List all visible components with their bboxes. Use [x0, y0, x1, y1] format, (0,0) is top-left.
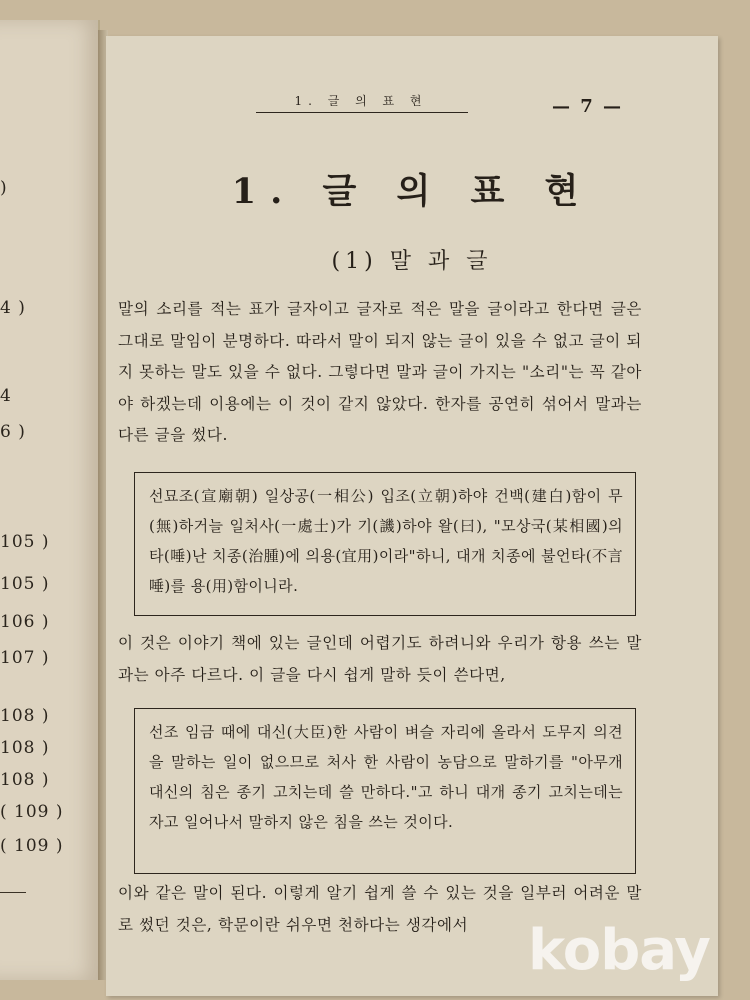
classical-quote-box [134, 472, 636, 616]
page-ref: 108 ) [0, 738, 50, 758]
divider [0, 892, 26, 893]
page-ref: ) [0, 178, 8, 198]
page-ref: 4 [0, 386, 12, 406]
page-ref: 105 ) [0, 574, 50, 594]
paragraph-conclusion: 이와 같은 말이 된다. 이렇게 알기 쉽게 쓸 수 있는 것을 일부러 어려운 말로 썼던 것은, 학문이란 쉬우면 천하다는 생각에서 [118, 884, 642, 934]
paragraph-explanation: 이 것은 이야기 책에 있는 글인데 어렵기도 하려니와 우리가 항용 쓰는 말과는 아주 다르다. 이 글을 다시 쉽게 말하 듯이 쓴다면, [118, 634, 642, 684]
page-ref: 4 ) [0, 298, 26, 318]
running-title: 1. 글 의 표 현 [294, 94, 428, 108]
page-ref: 107 ) [0, 648, 50, 668]
page-number: — 7 — [552, 96, 624, 117]
book-page [106, 36, 718, 996]
classical-quote-text: 선묘조(宣廟朝) 일상공(一相公) 입조(立朝)하야 건백(建白)함이 무(無)하거늘 일처사(一處士)가 기(譏)하야 왈(曰), "모상국(某相國)의 타(唾)난 치종(治腫)에 의용(宜用)이라"하니, 대개 치종에 불언타(不言唾)를 용(用)함이니라. [149, 487, 623, 595]
page-ref: ( 109 ) [0, 836, 64, 856]
page-ref: 105 ) [0, 532, 50, 552]
page-ref: 108 ) [0, 770, 50, 790]
facing-page [0, 20, 100, 980]
header-rule [256, 112, 468, 113]
modern-translation-box [134, 708, 636, 874]
watermark: kobay [528, 918, 710, 983]
page-ref: 108 ) [0, 706, 50, 726]
page-ref: 106 ) [0, 612, 50, 632]
chapter-title: 1. 글 의 표 현 [231, 171, 593, 212]
page-ref: 6 ) [0, 422, 26, 442]
section-title: (1) 말 과 글 [331, 249, 493, 274]
modern-translation-text: 선조 임금 때에 대신(大臣)한 사람이 벼슬 자리에 올라서 도무지 의견을 말하는 일이 없으므로 처사 한 사람이 농담으로 말하기를 "아무개 대신의 침은 종기 고치는데 쓸 만하다."고 하니 대개 종기 고치는데는 자고 일어나서 말하지 않은 침을 쓰는 것이다. [149, 723, 623, 831]
page-ref: ( 109 ) [0, 802, 64, 822]
paragraph-intro: 말의 소리를 적는 표가 글자이고 글자로 적은 말을 글이라고 한다면 글은 그대로 말임이 분명하다. 따라서 말이 되지 않는 글이 있을 수 없고 글이 되지 못하는 말도 있을 수 없다. 그렇다면 말과 글이 가지는 "소리"는 꼭 같아야 하겠는데 이용에는 이 것이 같지 않았다. 한자를 공연히 섞어서 말과는 다른 글을 썼다. [118, 300, 642, 444]
